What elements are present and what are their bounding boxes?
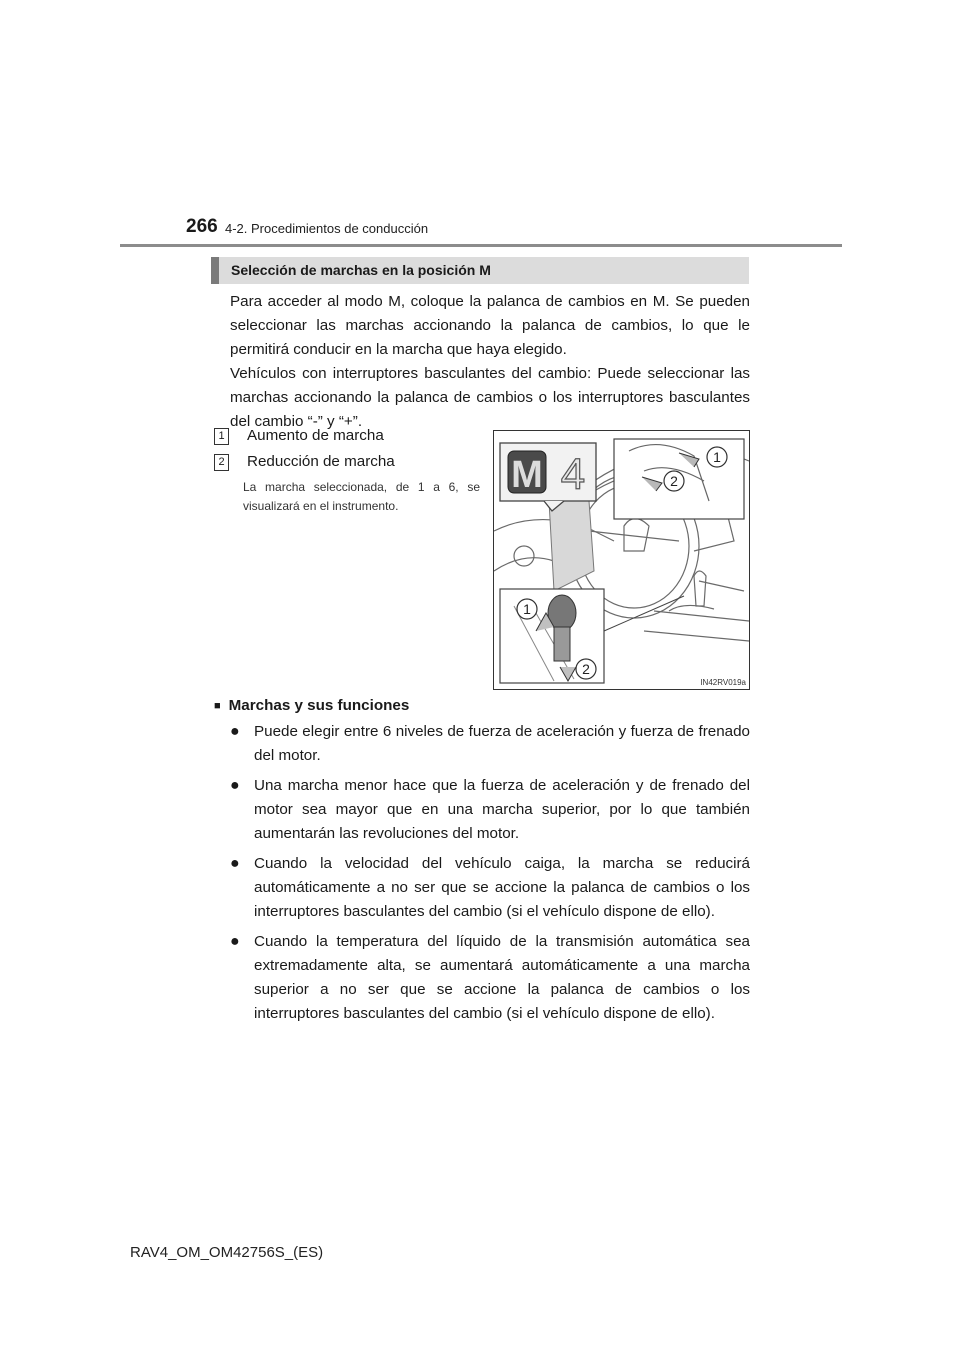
paddle-shift-paragraph: Vehículos con interruptores basculantes del cambio: Puede seleccionar las marchas accionando la palanca de cambios o los interruptores basculantes del cambio “-” y “+”. bbox=[230, 365, 750, 430]
figure-code: IN42RV019a bbox=[700, 678, 746, 687]
callout-2-bottom: 2 bbox=[582, 661, 590, 677]
m4-display-m: M bbox=[511, 454, 543, 496]
bullet-text: Puede elegir entre 6 niveles de fuerza de aceleración y fuerza de frenado del motor. bbox=[254, 723, 750, 764]
number-box: 1 bbox=[214, 428, 229, 445]
intro-paragraph: Para acceder al modo M, coloque la palanca de cambios en M. Se pueden seleccionar las marchas accionando la palanca de cambios, lo que le permitirá conducir en la marcha que haya elegido. bbox=[230, 293, 750, 358]
list-item bbox=[230, 774, 750, 846]
illustration-drawing bbox=[494, 431, 749, 689]
running-head: 4-2. Procedimientos de conducción bbox=[225, 221, 429, 236]
number-box: 2 bbox=[214, 454, 229, 471]
m4-display-4: 4 bbox=[560, 450, 586, 499]
page-number: 266 bbox=[186, 216, 218, 237]
numbered-item-1 bbox=[214, 426, 384, 446]
numbered-item-label: Aumento de marcha bbox=[247, 427, 384, 444]
list-item bbox=[230, 720, 750, 768]
section-title: Selección de marchas en la posición M bbox=[231, 262, 491, 278]
bullet-dot: ● bbox=[230, 777, 240, 794]
bullet-dot: ● bbox=[230, 855, 240, 872]
bullet-text: Una marcha menor hace que la fuerza de aceleración y de frenado del motor sea mayor que en una marcha superior, por lo que también aumentarán las revoluciones del motor. bbox=[254, 777, 750, 842]
callout-2-top: 2 bbox=[670, 473, 678, 489]
callout-1-bottom: 1 bbox=[523, 601, 531, 617]
bullet-dot: ● bbox=[230, 933, 240, 950]
gear-shift-illustration bbox=[493, 430, 750, 690]
functions-bullet-list bbox=[230, 720, 750, 1032]
subheading bbox=[214, 697, 409, 714]
section-heading-bar bbox=[211, 257, 749, 284]
subheading-marker: ■ bbox=[214, 700, 221, 712]
callout-1-top: 1 bbox=[713, 449, 721, 465]
display-note: La marcha seleccionada, de 1 a 6, se visualizará en el instrumento. bbox=[243, 480, 480, 513]
bullet-text: Cuando la velocidad del vehículo caiga, la marcha se reducirá automáticamente a no ser que se accione la palanca de cambios o los interruptores basculantes del cambio (si el vehículo dispone de ello). bbox=[254, 855, 750, 920]
bullet-text: Cuando la temperatura del líquido de la transmisión automática sea extremadamente alta, se aumentará automáticamente a una marcha superior a no ser que se accione la palanca de cambios o los interruptores basculantes del cambio (si el vehículo dispone de ello). bbox=[254, 933, 750, 1022]
list-item bbox=[230, 930, 750, 1026]
header-rule bbox=[120, 244, 842, 247]
list-item bbox=[230, 852, 750, 924]
numbered-item-label: Reducción de marcha bbox=[247, 453, 395, 470]
footer-doc-code: RAV4_OM_OM42756S_(ES) bbox=[130, 1244, 324, 1261]
bullet-dot: ● bbox=[230, 723, 240, 740]
subheading-text: Marchas y sus funciones bbox=[228, 697, 410, 714]
numbered-item-2 bbox=[214, 452, 395, 472]
